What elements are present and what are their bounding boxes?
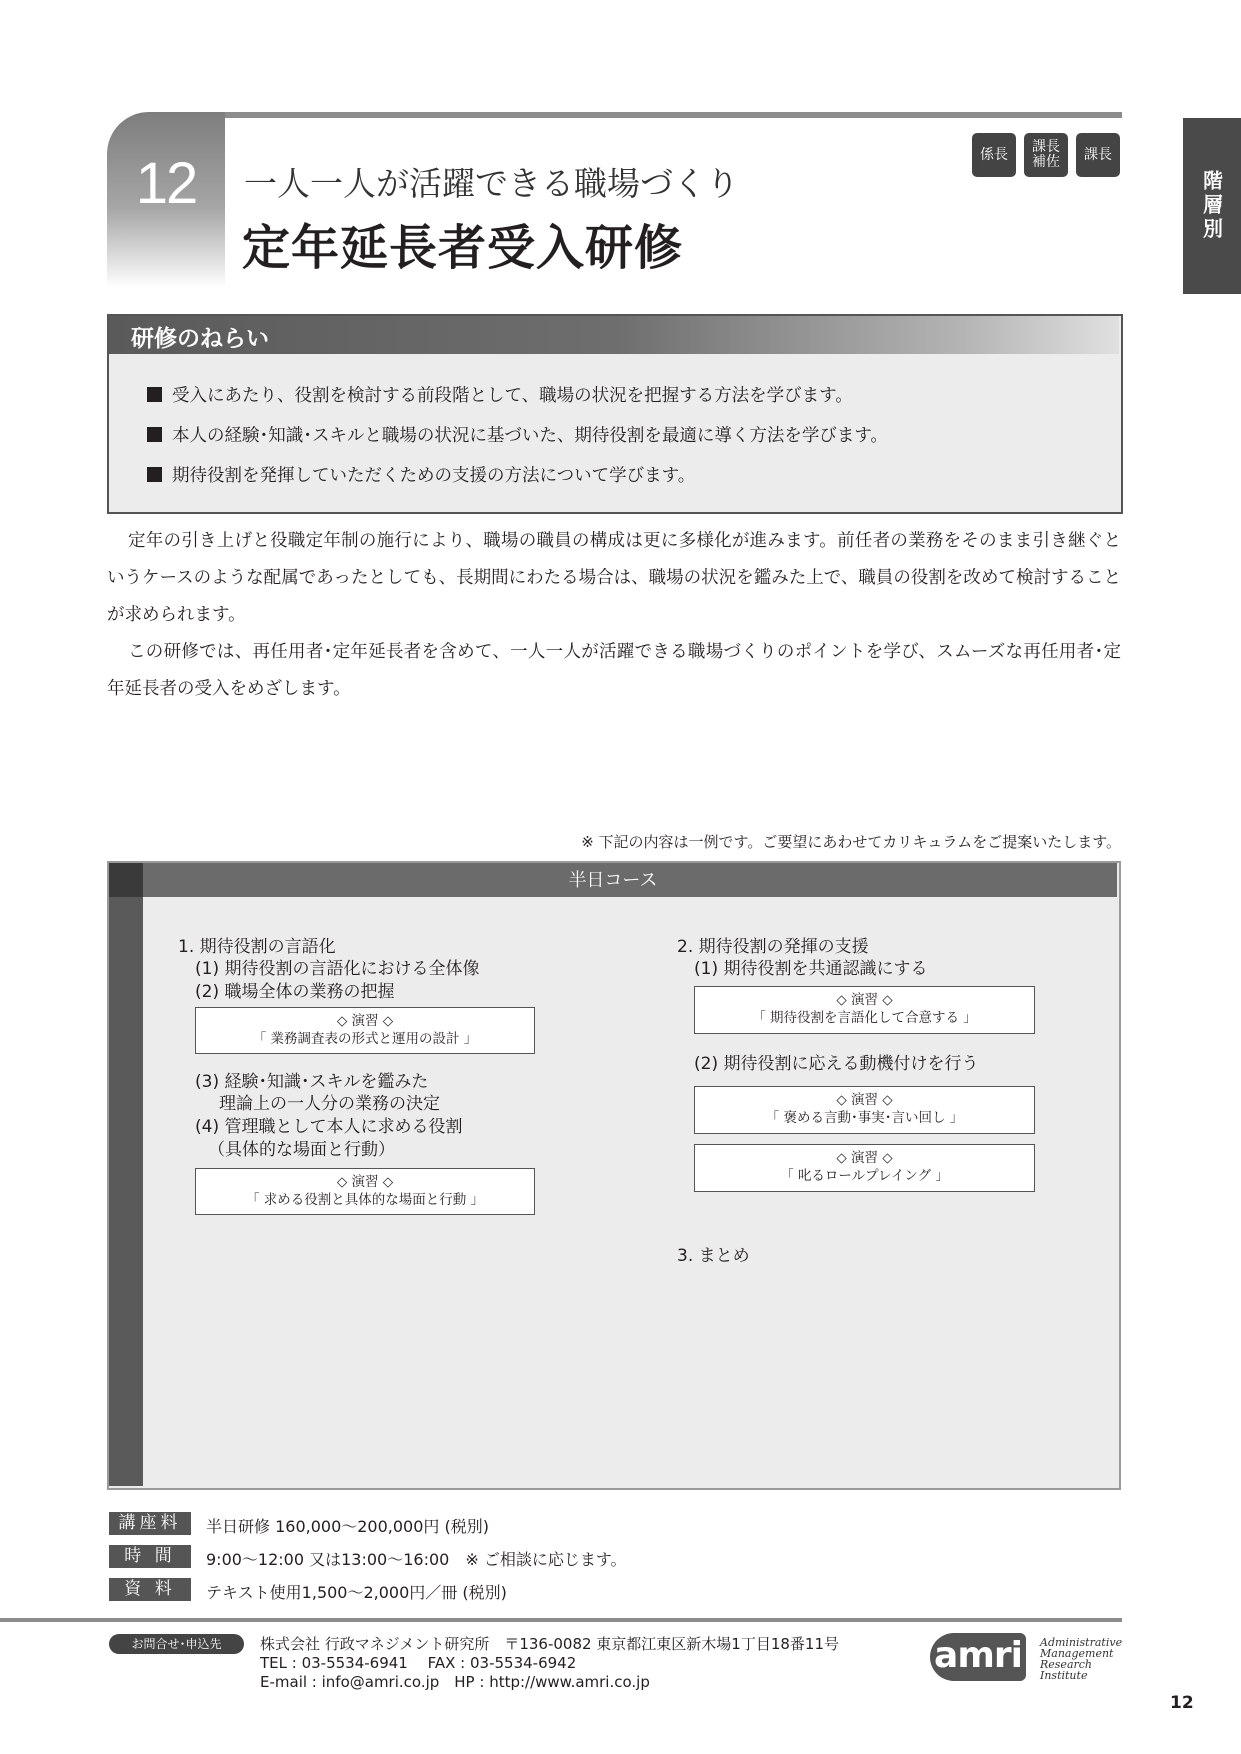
exercise-label: ◇ 演習 ◇ — [836, 992, 893, 1008]
badge-kacho-hosa: 課長 補佐 — [1024, 133, 1068, 177]
page-number: 12 — [1170, 1693, 1194, 1713]
amri-logo: amri — [930, 1633, 1026, 1681]
fee-value: 半日研修 160,000～200,000円 (税別) — [206, 1517, 489, 1536]
course-title: 定年延長者受入研修 — [242, 220, 684, 276]
aim-item: 本人の経験･知識･スキルと職場の状況に基づいた、期待役割を最適に導く方法を学びます。 — [147, 422, 888, 447]
time-value: 9:00～12:00 又は13:00～16:00 ※ ご相談に応じます。 — [206, 1550, 627, 1569]
exercise-box — [694, 986, 1035, 1034]
time-label: 時 間 — [109, 1545, 191, 1568]
exercise-box — [195, 1168, 535, 1215]
course-subtitle: 一人一人が活躍できる職場づくり — [244, 164, 739, 203]
contact-phone: TEL : 03-5534-6941 FAX : 03-5534-6942 — [260, 1654, 577, 1672]
exercise-title: 「 求める役割と具体的な場面と行動 」 — [245, 1192, 485, 1208]
exercise-box — [195, 1007, 535, 1054]
section-1-heading: 1. 期待役割の言語化 — [178, 937, 336, 957]
section-2-heading: 2. 期待役割の発揮の支援 — [677, 937, 869, 957]
exercise-title: 「 叱るロールプレイング 」 — [780, 1168, 949, 1184]
description-paragraph-1: 定年の引き上げと役職定年制の施行により、職場の職員の構成は更に多様化が進みます。前任者の業務をそのまま引き継ぐというケースのような配属であったとしても、長期間にわたる場合は、職場の状況を鑑みた上で、職員の役割を改めて検討することが求められます。 — [107, 531, 1121, 625]
logo-subtext: Management — [1040, 1647, 1114, 1660]
exercise-label: ◇ 演習 ◇ — [836, 1150, 893, 1166]
logo-subtext: Research — [1040, 1658, 1093, 1671]
curriculum-item: (3) 経験･知識･スキルを鑑みた — [195, 1072, 429, 1092]
curriculum-item: (2) 職場全体の業務の把握 — [195, 982, 395, 1002]
exercise-label: ◇ 演習 ◇ — [336, 1174, 394, 1190]
curriculum-item-cont: （具体的な場面と行動） — [208, 1140, 395, 1160]
section-3-heading: 3. まとめ — [677, 1246, 750, 1266]
exercise-label: ◇ 演習 ◇ — [336, 1013, 394, 1029]
exercise-box — [694, 1086, 1035, 1134]
exercise-title: 「 褒める言動･事実･言い回し 」 — [765, 1110, 964, 1126]
material-value: テキスト使用1,500～2,000円／冊 (税別) — [206, 1583, 507, 1602]
curriculum-item: (2) 期待役割に応える動機付けを行う — [694, 1054, 979, 1074]
exercise-box — [694, 1144, 1035, 1192]
bullet-square-icon — [147, 427, 162, 442]
course-header: 半日コース — [568, 870, 658, 891]
bullet-square-icon — [147, 387, 162, 402]
contact-label: お問合せ･申込先 — [109, 1634, 244, 1654]
exercise-title: 「 業務調査表の形式と運用の設計 」 — [252, 1031, 478, 1047]
curriculum-item: (1) 期待役割を共通認識にする — [694, 959, 928, 979]
contact-web: E-mail : info@amri.co.jp HP : http://www.amri.co.jp — [260, 1673, 650, 1691]
footer-rule — [0, 1618, 1122, 1622]
contact-address: 株式会社 行政マネジメント研究所 〒136-0082 東京都江東区新木場1丁目18番11号 — [260, 1635, 840, 1653]
curriculum-item-cont: 理論上の一人分の業務の決定 — [219, 1094, 440, 1114]
logo-subtext: Institute — [1040, 1669, 1088, 1682]
exercise-label: ◇ 演習 ◇ — [836, 1092, 893, 1108]
section-number: 12 — [135, 151, 197, 216]
curriculum-note: ※ 下記の内容は一例です。ご要望にあわせてカリキュラムをご提案いたします。 — [581, 833, 1121, 851]
side-tab — [1183, 118, 1241, 294]
curriculum-item: (4) 管理職として本人に求める役割 — [195, 1117, 463, 1137]
aim-item: 受入にあたり、役割を検討する前段階として、職場の状況を把握する方法を学びます。 — [147, 382, 853, 407]
badge-kacho: 課長 — [1076, 133, 1120, 177]
badge-kakaricho: 係長 — [972, 133, 1016, 177]
course-side-bar — [109, 863, 143, 1486]
bullet-square-icon — [147, 467, 162, 482]
header-rule — [225, 112, 1122, 118]
header-corner — [225, 118, 243, 158]
exercise-title: 「 期待役割を言語化して合意する 」 — [752, 1010, 977, 1026]
logo-subtext: Administrative — [1040, 1636, 1123, 1649]
aims-heading: 研修のねらい — [131, 326, 269, 352]
description-paragraph-2: この研修では、再任用者･定年延長者を含めて、一人一人が活躍できる職場づくりのポイントを学び、スムーズな再任用者･定年延長者の受入をめざします。 — [107, 642, 1121, 699]
aim-item: 期待役割を発揮していただくための支援の方法について学びます。 — [147, 462, 695, 487]
material-label: 資 料 — [109, 1578, 191, 1601]
curriculum-item: (1) 期待役割の言語化における全体像 — [195, 959, 480, 979]
fee-label: 講座料 — [109, 1512, 191, 1535]
side-tab-label: 階層別 — [1199, 170, 1224, 242]
